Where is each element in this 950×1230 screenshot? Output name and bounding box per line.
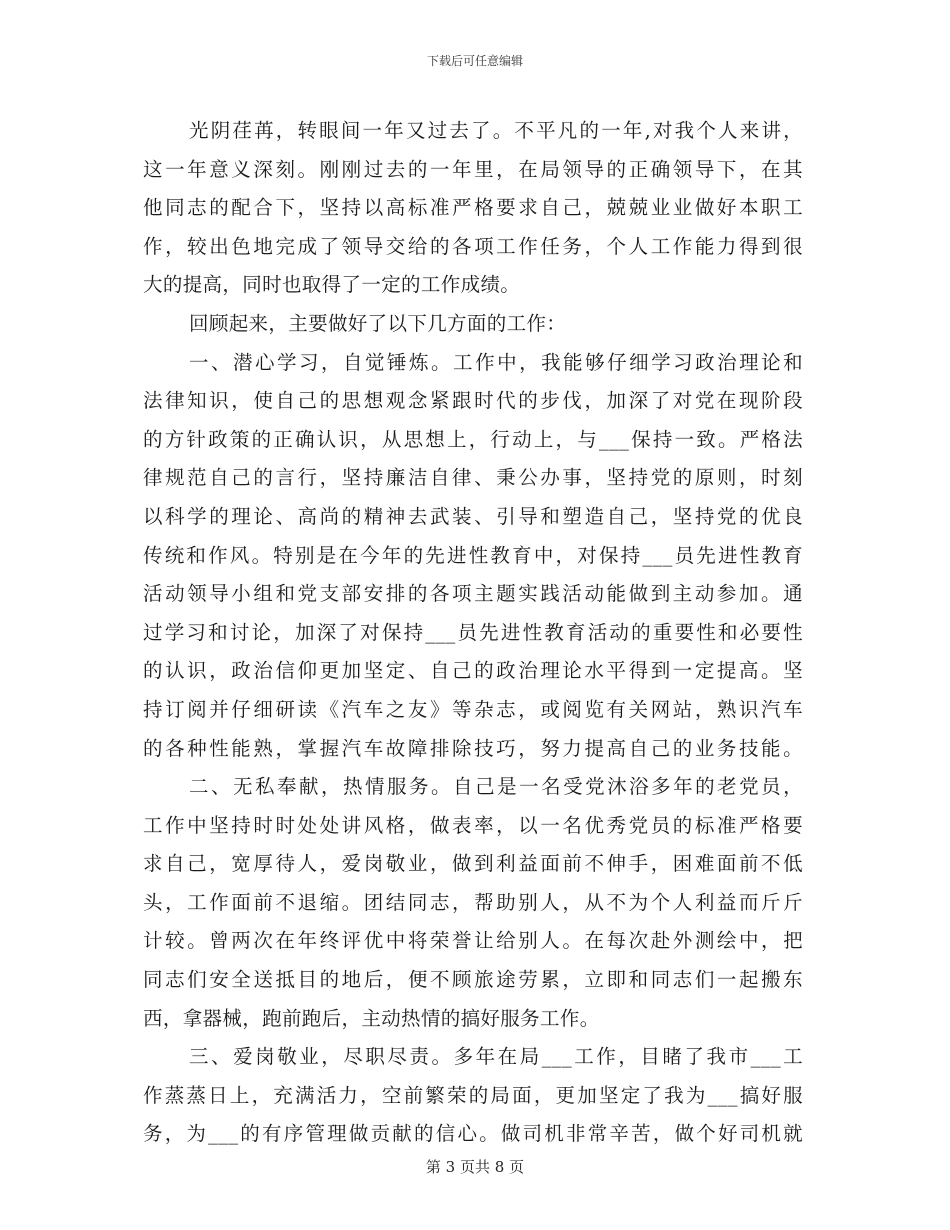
text-line: 的方针政策的正确认识，从思想上，行动上，与___保持一致。严格法 xyxy=(143,427,803,451)
text-line: 求自己，宽厚待人，爱岗敬业，做到利益面前不伸手，困难面前不低 xyxy=(143,852,803,876)
text-line: 他同志的配合下，坚持以高标准严格要求自己，兢兢业业做好本职工 xyxy=(143,196,803,220)
text-line: 同志们安全送抵目的地后，便不顾旅途劳累，立即和同志们一起搬东 xyxy=(143,968,803,992)
text-line: 律规范自己的言行，坚持廉洁自律、秉公办事，坚持党的原则，时刻 xyxy=(143,466,803,490)
text-line: 计较。曾两次在年终评优中将荣誉让给别人。在每次赴外测绘中，把 xyxy=(143,929,803,953)
text-line: 作，较出色地完成了领导交给的各项工作任务，个人工作能力得到很 xyxy=(143,234,803,258)
text-line: 工作中坚持时时处处讲风格，做表率，以一名优秀党员的标准严格要 xyxy=(143,813,803,837)
text-line: 传统和作风。特别是在今年的先进性教育中，对保持___员先进性教育 xyxy=(143,543,803,567)
page-footer: 第 3 页共 8 页 xyxy=(425,1158,525,1176)
page-header: 下载后可任意编辑 xyxy=(426,54,523,68)
text-line: 以科学的理论、高尚的精神去武装、引导和塑造自己，坚持党的优良 xyxy=(143,504,803,528)
text-line: 大的提高，同时也取得了一定的工作成绩。 xyxy=(143,273,521,297)
text-line: 务，为___的有序管理做贡献的信心。做司机非常辛苦，做个好司机就 xyxy=(143,1122,803,1146)
text-line: 光阴荏苒，转眼间一年又过去了。不平凡的一年,对我个人来讲， xyxy=(189,119,803,142)
text-line: 回顾起来，主要做好了以下几方面的工作： xyxy=(189,311,567,335)
text-line: 的各种性能熟，掌握汽车故障排除技巧，努力提高自己的业务技能。 xyxy=(143,736,803,760)
text-line: 持订阅并仔细研读《汽车之友》等杂志，或阅览有关网站，熟识汽车 xyxy=(143,697,803,721)
text-line: 一、潜心学习，自觉锤炼。工作中，我能够仔细学习政治理论和 xyxy=(189,350,803,374)
text-line: 活动领导小组和党支部安排的各项主题实践活动能做到主动参加。通 xyxy=(143,582,803,606)
text-line: 作蒸蒸日上，充满活力，空前繁荣的局面，更加坚定了我为___搞好服 xyxy=(143,1083,803,1107)
document-body xyxy=(143,112,803,1154)
text-line: 头，工作面前不退缩。团结同志，帮助别人，从不为个人利益而斤斤 xyxy=(143,890,803,914)
text-line: 三、爱岗敬业，尽职尽责。多年在局___工作，目睹了我市___工 xyxy=(189,1045,803,1069)
text-line: 过学习和讨论，加深了对保持___员先进性教育活动的重要性和必要性 xyxy=(143,620,803,644)
text-line: 的认识，政治信仰更加坚定、自己的政治理论水平得到一定提高。坚 xyxy=(143,659,803,683)
text-line: 西，拿器械，跑前跑后，主动热情的搞好服务工作。 xyxy=(143,1006,600,1030)
text-line: 这一年意义深刻。刚刚过去的一年里，在局领导的正确领导下，在其 xyxy=(143,157,803,181)
text-line: 二、无私奉献，热情服务。自己是一名受党沐浴多年的老党员， xyxy=(189,775,803,799)
text-line: 法律知识，使自己的思想观念紧跟时代的步伐，加深了对党在现阶段 xyxy=(143,389,803,413)
